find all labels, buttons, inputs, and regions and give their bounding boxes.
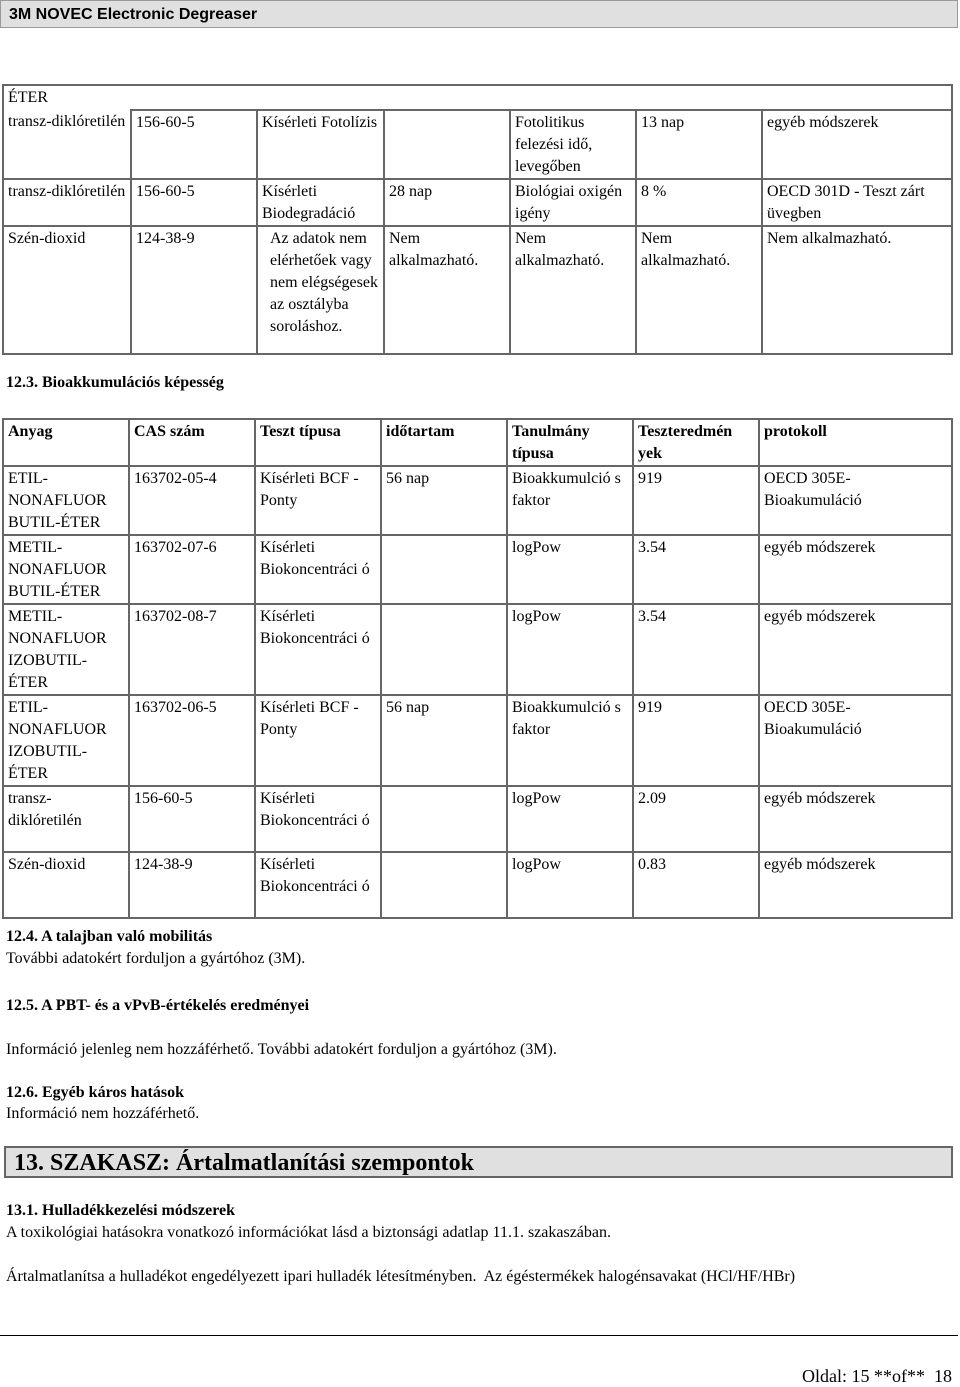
table-cell xyxy=(381,852,507,918)
table-header-row xyxy=(3,419,952,466)
table-cell: Kísérleti Biokoncentráci ó xyxy=(255,604,381,695)
table-cell: METIL-NONAFLUOR BUTIL-ÉTER xyxy=(3,535,129,604)
table-cell: 156-60-5 xyxy=(129,786,255,852)
table-cell: logPow xyxy=(507,604,633,695)
table-cell: 919 xyxy=(633,695,759,786)
footer-divider xyxy=(0,1335,958,1336)
table-row xyxy=(3,179,952,226)
table-cell: logPow xyxy=(507,852,633,918)
table-cell: Kísérleti BCF - Ponty xyxy=(255,695,381,786)
table-cell: transz-diklóretilén xyxy=(3,786,129,852)
table-row xyxy=(3,604,952,695)
table-cell: 28 nap xyxy=(384,179,510,226)
table-cell: ETIL-NONAFLUOR BUTIL-ÉTER xyxy=(3,466,129,535)
table-cell: egyéb módszerek xyxy=(759,604,952,695)
table-row xyxy=(3,226,952,354)
table-cell: Bioakkumulció s faktor xyxy=(507,466,633,535)
table-cell: Bioakkumulció s faktor xyxy=(507,695,633,786)
table-cell: Fotolitikus felezési idő, levegőben xyxy=(510,110,636,179)
table-cell: transz-diklóretilén xyxy=(3,110,131,179)
table-row xyxy=(3,695,952,786)
table-cell: Kísérleti Biodegradáció xyxy=(257,179,384,226)
table-cell: 124-38-9 xyxy=(131,226,257,354)
table-cell: 156-60-5 xyxy=(131,110,257,179)
table-cell: 3.54 xyxy=(633,535,759,604)
table-cell: Nem alkalmazható. xyxy=(384,226,510,354)
section-text-13-1b: Ártalmatlanítsa a hulladékot engedélyezett ipari hulladék létesítményben. Az égéstermékek halogénsavakat (HCl/HF/HBr) xyxy=(6,1268,796,1285)
table-cell: Nem alkalmazható. xyxy=(762,226,952,354)
table-cell: 8 % xyxy=(636,179,762,226)
table-row xyxy=(3,466,952,535)
document-title: 3M NOVEC Electronic Degreaser xyxy=(9,6,258,23)
table-row xyxy=(3,535,952,604)
document-header xyxy=(0,0,958,28)
table-cell: OECD 305E-Bioakumuláció xyxy=(759,695,952,786)
table-cell xyxy=(381,786,507,852)
table-cell: Szén-dioxid xyxy=(3,852,129,918)
table-cell xyxy=(381,604,507,695)
section-text-12-5: Információ jelenleg nem hozzáférhető. További adatokért forduljon a gyártóhoz (3M). xyxy=(6,1041,557,1058)
table-cell: 919 xyxy=(633,466,759,535)
column-header: Teszteredmén yek xyxy=(633,419,759,466)
table-cell: 0.83 xyxy=(633,852,759,918)
section-text-12-4: További adatokért forduljon a gyártóhoz (3M). xyxy=(6,950,306,967)
table-cell: Nem alkalmazható. xyxy=(636,226,762,354)
bioaccumulation-table xyxy=(2,418,953,919)
table-cell: 56 nap xyxy=(381,466,507,535)
section-text-13-1a: A toxikológiai hatásokra vonatkozó információkat lásd a biztonsági adatlap 11.1. szakaszában. xyxy=(6,1224,611,1241)
section-13-title: 13. SZAKASZ: Ártalmatlanítási szempontok xyxy=(14,1150,475,1176)
table-cell: 163702-05-4 xyxy=(129,466,255,535)
table-cell: Kísérleti Fotolízis xyxy=(257,110,384,179)
table-cell: 56 nap xyxy=(381,695,507,786)
table-cell: 3.54 xyxy=(633,604,759,695)
table-cell: egyéb módszerek xyxy=(759,852,952,918)
table-row xyxy=(3,786,952,852)
table-cell xyxy=(381,535,507,604)
table-cell: 163702-06-5 xyxy=(129,695,255,786)
column-header: protokoll xyxy=(759,419,952,466)
page-number: Oldal: 15 **of** 18 xyxy=(802,1366,952,1386)
table-cell: logPow xyxy=(507,535,633,604)
table-cell: egyéb módszerek xyxy=(762,110,952,179)
table-cell: egyéb módszerek xyxy=(759,786,952,852)
degradation-table xyxy=(2,84,953,355)
table-cell: Kísérleti BCF - Ponty xyxy=(255,466,381,535)
table-cell: 13 nap xyxy=(636,110,762,179)
table-cell: ÉTER xyxy=(3,85,952,110)
table-row xyxy=(3,85,952,110)
table-cell xyxy=(384,110,510,179)
table-cell: 124-38-9 xyxy=(129,852,255,918)
column-header: Anyag xyxy=(3,419,129,466)
table-cell: logPow xyxy=(507,786,633,852)
table-cell: Szén-dioxid xyxy=(3,226,131,354)
table-cell: OECD 305E-Bioakumuláció xyxy=(759,466,952,535)
section-13-banner xyxy=(4,1146,953,1178)
section-heading-12-3: 12.3. Bioakkumulációs képesség xyxy=(6,374,224,391)
table-cell: Nem alkalmazható. xyxy=(510,226,636,354)
table-cell: Kísérleti Biokoncentráci ó xyxy=(255,852,381,918)
table-cell: 163702-08-7 xyxy=(129,604,255,695)
table-cell: 163702-07-6 xyxy=(129,535,255,604)
table-row xyxy=(3,852,952,918)
table-cell: Kísérleti Biokoncentráci ó xyxy=(255,535,381,604)
column-header: Teszt típusa xyxy=(255,419,381,466)
table-cell: Az adatok nem elérhetőek vagy nem elégségesek az osztályba soroláshoz. xyxy=(257,226,384,354)
section-heading-12-5: 12.5. A PBT- és a vPvB-értékelés eredményei xyxy=(6,997,310,1014)
table-cell: 2.09 xyxy=(633,786,759,852)
section-text-12-6: Információ nem hozzáférhető. xyxy=(6,1105,200,1122)
column-header: időtartam xyxy=(381,419,507,466)
table-cell: Kísérleti Biokoncentráci ó xyxy=(255,786,381,852)
column-header: CAS szám xyxy=(129,419,255,466)
column-header: Tanulmány típusa xyxy=(507,419,633,466)
table-cell: OECD 301D - Teszt zárt üvegben xyxy=(762,179,952,226)
table-row xyxy=(3,110,952,179)
table-cell: transz-diklóretilén xyxy=(3,179,131,226)
table-cell: Biológiai oxigén igény xyxy=(510,179,636,226)
table-cell: METIL-NONAFLUOR IZOBUTIL-ÉTER xyxy=(3,604,129,695)
table-cell: ETIL-NONAFLUOR IZOBUTIL-ÉTER xyxy=(3,695,129,786)
table-cell: egyéb módszerek xyxy=(759,535,952,604)
section-heading-12-4: 12.4. A talajban való mobilitás xyxy=(6,928,213,945)
section-heading-12-6: 12.6. Egyéb káros hatások xyxy=(6,1084,184,1101)
table-cell: 156-60-5 xyxy=(131,179,257,226)
section-heading-13-1: 13.1. Hulladékkezelési módszerek xyxy=(6,1202,236,1219)
